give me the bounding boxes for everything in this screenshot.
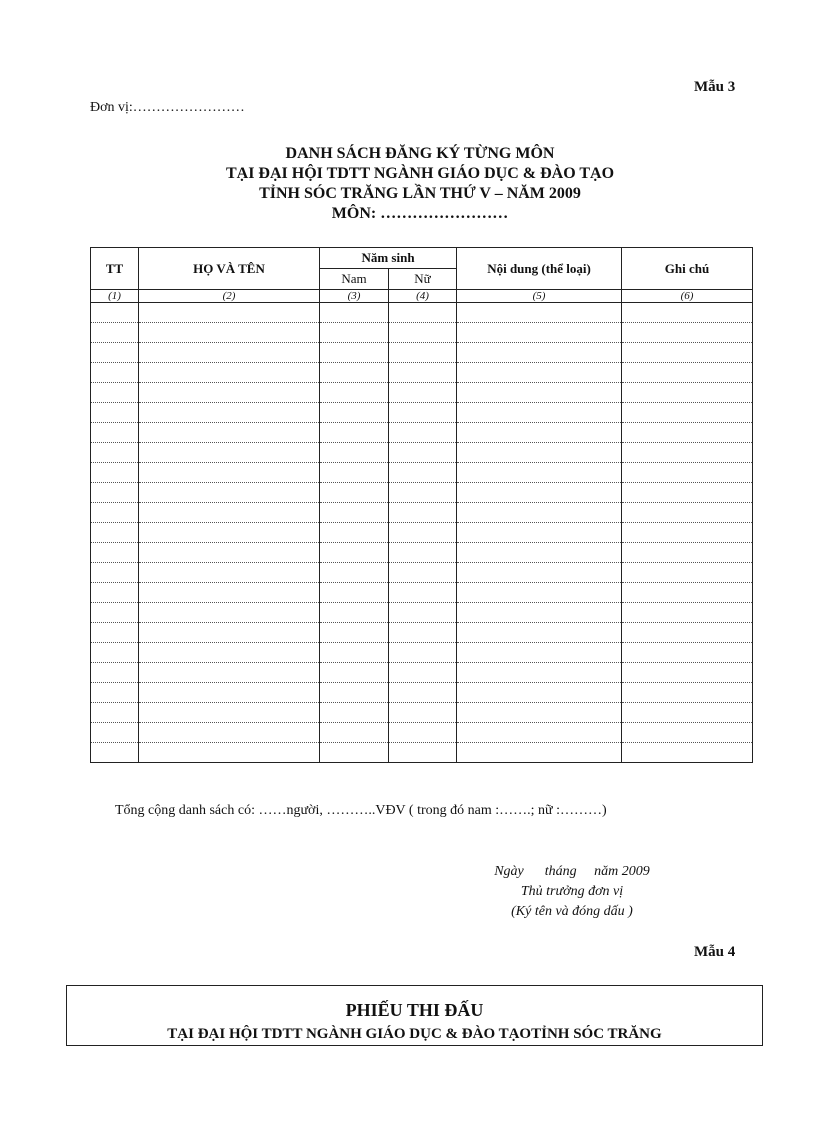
table-cell: [622, 603, 753, 623]
column-number-row: [91, 290, 753, 303]
table-cell: [91, 363, 139, 383]
header-tt: TT: [91, 248, 139, 290]
table-row: [91, 323, 753, 343]
table-cell: [91, 723, 139, 743]
table-cell: [389, 643, 457, 663]
ticket-header-box: [66, 985, 763, 1046]
column-number: (5): [457, 290, 622, 303]
registration-table: [90, 247, 753, 763]
table-cell: [320, 543, 389, 563]
table-cell: [389, 363, 457, 383]
table-row: [91, 383, 753, 403]
table-cell: [389, 303, 457, 323]
table-cell: [139, 623, 320, 643]
table-cell: [622, 443, 753, 463]
signature-role: Thủ trưởng đơn vị: [520, 884, 624, 899]
table-cell: [389, 343, 457, 363]
table-row: [91, 563, 753, 583]
table-cell: [622, 363, 753, 383]
table-cell: [139, 563, 320, 583]
table-cell: [389, 723, 457, 743]
table-cell: [91, 343, 139, 363]
table-cell: [457, 363, 622, 383]
table-cell: [622, 583, 753, 603]
table-body: [91, 303, 753, 763]
table-cell: [389, 423, 457, 443]
table-cell: [320, 583, 389, 603]
document-title: [0, 144, 816, 224]
table-cell: [622, 643, 753, 663]
table-cell: [139, 523, 320, 543]
table-cell: [320, 323, 389, 343]
table-cell: [389, 443, 457, 463]
title-line-3: TỈNH SÓC TRĂNG LẦN THỨ V – NĂM 2009: [259, 185, 581, 202]
table-cell: [389, 523, 457, 543]
table-cell: [389, 323, 457, 343]
table-cell: [622, 343, 753, 363]
table-cell: [320, 603, 389, 623]
table-cell: [457, 683, 622, 703]
table-cell: [622, 703, 753, 723]
table-cell: [389, 463, 457, 483]
table-row: [91, 523, 753, 543]
table-cell: [139, 643, 320, 663]
table-row: [91, 683, 753, 703]
title-line-2: TẠI ĐẠI HỘI TDTT NGÀNH GIÁO DỤC & ĐÀO TẠO: [225, 165, 615, 182]
table-cell: [457, 523, 622, 543]
table-cell: [320, 443, 389, 463]
signature-instruction: (Ký tên và đóng dấu ): [511, 904, 633, 919]
table-cell: [389, 743, 457, 763]
table-cell: [139, 663, 320, 683]
table-cell: [389, 403, 457, 423]
table-cell: [91, 643, 139, 663]
table-row: [91, 443, 753, 463]
table-cell: [320, 683, 389, 703]
table-cell: [320, 623, 389, 643]
header-birth-year: Năm sinh: [320, 248, 457, 269]
table-cell: [622, 383, 753, 403]
table-cell: [622, 723, 753, 743]
table-cell: [91, 403, 139, 423]
table-cell: [320, 523, 389, 543]
table-cell: [622, 563, 753, 583]
table-cell: [457, 583, 622, 603]
table-cell: [139, 603, 320, 623]
table-cell: [320, 723, 389, 743]
table-cell: [457, 543, 622, 563]
form-label-mau-3: Mẫu 3: [694, 79, 736, 95]
table-cell: [139, 583, 320, 603]
column-number: (3): [320, 290, 389, 303]
table-cell: [389, 543, 457, 563]
table-cell: [457, 323, 622, 343]
table-cell: [457, 463, 622, 483]
table-cell: [91, 523, 139, 543]
table-cell: [457, 623, 622, 643]
table-cell: [320, 423, 389, 443]
table-row: [91, 643, 753, 663]
table-cell: [139, 303, 320, 323]
ticket-subtitle: TẠI ĐẠI HỘI TDTT NGÀNH GIÁO DỤC & ĐÀO TẠOTỈNH SÓC TRĂNG: [167, 1026, 662, 1042]
column-number: (2): [139, 290, 320, 303]
table-row: [91, 303, 753, 323]
unit-line: Đơn vị:……………………: [90, 100, 245, 115]
table-cell: [622, 683, 753, 703]
table-cell: [91, 383, 139, 403]
table-cell: [91, 303, 139, 323]
table-cell: [622, 663, 753, 683]
table-cell: [139, 343, 320, 363]
table-cell: [457, 483, 622, 503]
table-row: [91, 623, 753, 643]
table-cell: [91, 323, 139, 343]
table-cell: [622, 483, 753, 503]
column-number: (4): [389, 290, 457, 303]
table-cell: [320, 483, 389, 503]
table-cell: [139, 363, 320, 383]
table-cell: [91, 743, 139, 763]
table-cell: [91, 583, 139, 603]
header-name: HỌ VÀ TÊN: [139, 248, 320, 290]
table-cell: [457, 403, 622, 423]
table-cell: [389, 383, 457, 403]
table-row: [91, 403, 753, 423]
table-cell: [457, 663, 622, 683]
table-cell: [91, 603, 139, 623]
table-cell: [91, 423, 139, 443]
table-row: [91, 463, 753, 483]
table-cell: [622, 743, 753, 763]
table-row: [91, 543, 753, 563]
table-cell: [622, 323, 753, 343]
table-cell: [320, 403, 389, 423]
table-cell: [389, 663, 457, 683]
table-cell: [91, 683, 139, 703]
table-row: [91, 743, 753, 763]
table-cell: [139, 683, 320, 703]
table-cell: [457, 443, 622, 463]
table-cell: [320, 703, 389, 723]
table-cell: [622, 523, 753, 543]
table-row: [91, 703, 753, 723]
table-cell: [457, 383, 622, 403]
header-content: Nội dung (thể loại): [457, 248, 622, 290]
table-cell: [457, 703, 622, 723]
total-line: Tổng cộng danh sách có: ……người, ………..VĐV ( trong đó nam :…….; nữ :………): [115, 803, 607, 818]
table-cell: [457, 643, 622, 663]
table-row: [91, 583, 753, 603]
header-female: Nữ: [389, 269, 457, 290]
table-cell: [320, 743, 389, 763]
signature-block: [0, 862, 816, 922]
header-note: Ghi chú: [622, 248, 753, 290]
table-row: [91, 343, 753, 363]
table-cell: [139, 483, 320, 503]
table-cell: [91, 503, 139, 523]
table-cell: [91, 463, 139, 483]
table-cell: [389, 503, 457, 523]
table-cell: [91, 703, 139, 723]
table-cell: [320, 363, 389, 383]
table-cell: [139, 703, 320, 723]
column-number: (6): [622, 290, 753, 303]
table-cell: [139, 503, 320, 523]
table-cell: [139, 443, 320, 463]
table-cell: [139, 323, 320, 343]
table-cell: [622, 623, 753, 643]
table-cell: [320, 463, 389, 483]
table-cell: [622, 503, 753, 523]
table-cell: [457, 743, 622, 763]
table-cell: [91, 543, 139, 563]
table-row: [91, 503, 753, 523]
table-cell: [320, 643, 389, 663]
subject-line: MÔN: ……………………: [331, 205, 509, 222]
table-cell: [139, 543, 320, 563]
table-cell: [622, 303, 753, 323]
table-cell: [389, 563, 457, 583]
table-cell: [139, 743, 320, 763]
table-cell: [139, 463, 320, 483]
table-cell: [91, 623, 139, 643]
column-number: (1): [91, 290, 139, 303]
table-cell: [139, 403, 320, 423]
table-cell: [320, 563, 389, 583]
table-cell: [389, 603, 457, 623]
form-label-mau-4: Mẫu 4: [694, 944, 736, 960]
table-cell: [622, 423, 753, 443]
table-cell: [389, 623, 457, 643]
table-cell: [139, 723, 320, 743]
table-row: [91, 483, 753, 503]
header-male: Nam: [320, 269, 389, 290]
table-cell: [389, 703, 457, 723]
table-cell: [457, 303, 622, 323]
table-cell: [457, 503, 622, 523]
table-cell: [91, 663, 139, 683]
table-cell: [320, 303, 389, 323]
signature-date: Ngày tháng năm 2009: [494, 864, 650, 879]
table-cell: [457, 603, 622, 623]
table-cell: [622, 463, 753, 483]
table-row: [91, 603, 753, 623]
ticket-title: PHIẾU THI ĐẤU: [345, 1000, 484, 1020]
table-cell: [91, 563, 139, 583]
table-cell: [139, 423, 320, 443]
table-cell: [389, 683, 457, 703]
table-row: [91, 663, 753, 683]
table-cell: [91, 443, 139, 463]
table-cell: [320, 663, 389, 683]
table-row: [91, 723, 753, 743]
table-cell: [457, 343, 622, 363]
table-cell: [139, 383, 320, 403]
table-cell: [320, 343, 389, 363]
table-row: [91, 363, 753, 383]
table-cell: [320, 503, 389, 523]
table-row: [91, 423, 753, 443]
table-cell: [457, 563, 622, 583]
table-cell: [389, 583, 457, 603]
table-cell: [622, 543, 753, 563]
table-cell: [389, 483, 457, 503]
table-cell: [91, 483, 139, 503]
table-cell: [457, 423, 622, 443]
table-cell: [622, 403, 753, 423]
table-cell: [320, 383, 389, 403]
title-line-1: DANH SÁCH ĐĂNG KÝ TỪNG MÔN: [285, 145, 555, 162]
table-cell: [457, 723, 622, 743]
